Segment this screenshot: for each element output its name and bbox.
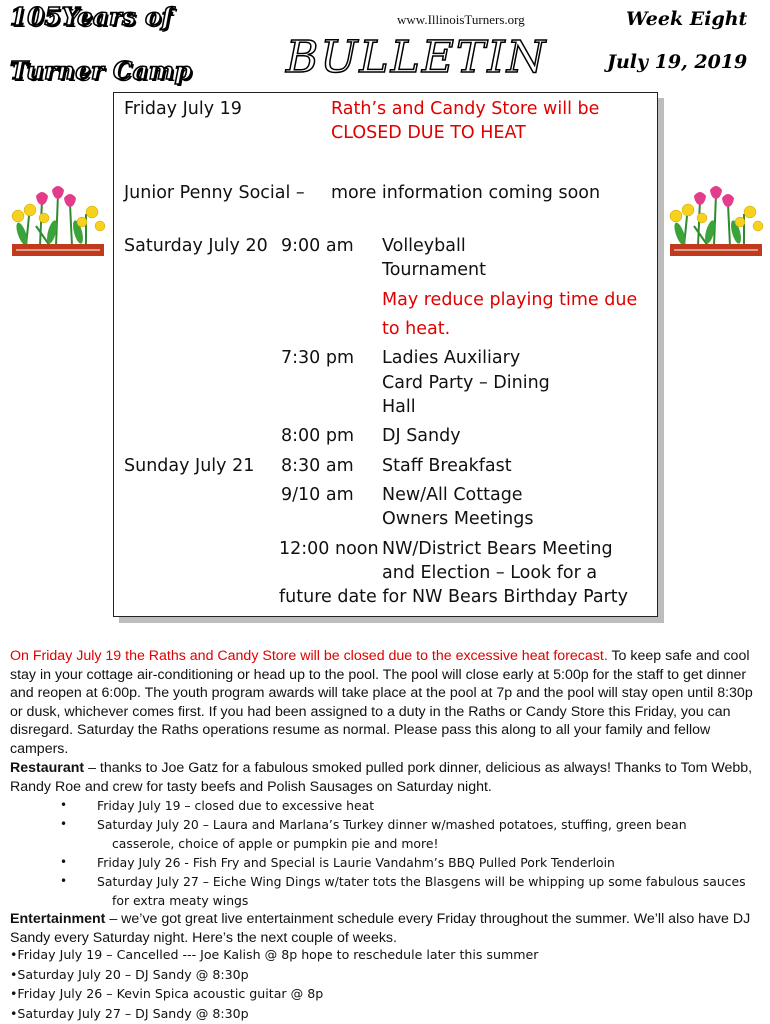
sunday-label: Sunday July 21 — [124, 456, 255, 476]
saturday-event-1a: Volleyball — [382, 236, 466, 256]
heat-notice-text: To keep safe and cool stay in your cottage air-conditioning or head up to the pool. The pool will close early at 5:00p for the staff to get dinner and reopen at 6:00p. The youth program awards will take place at the pool at 7p and the pool will stay open until 8:30p or dusk, whichever comes first. If you had been assigned to a duty in the Raths or Candy Store this Friday, you can disregard. Saturday the Raths operations resume as normal. Please pass this along to all your family and fellow campers. — [10, 648, 753, 757]
friday-notice-line1: Rath’s and Candy Store will be — [331, 99, 600, 119]
list-item: • Friday July 19 – closed due to excessive heat — [60, 798, 375, 813]
issue-date: July 19, 2019 — [607, 51, 748, 73]
saturday-event-2b: Card Party – Dining — [382, 373, 550, 393]
friday-label: Friday July 19 — [124, 99, 242, 119]
saturday-note-2: to heat. — [382, 319, 451, 339]
entertainment-list — [10, 945, 538, 1023]
sunday-time-3: 12:00 noon — [279, 539, 379, 559]
masthead-camp: Turner Camp — [10, 56, 192, 85]
sunday-event-3c: future date for NW Bears Birthday Party — [279, 587, 628, 607]
sunday-event-3b: and Election – Look for a — [382, 563, 598, 583]
list-item: • Friday July 26 - Fish Fry and Special is Laurie Vandahm’s BBQ Pulled Pork Tenderloin — [60, 855, 615, 870]
bullet-icon: • — [60, 874, 68, 888]
restaurant-paragraph — [10, 759, 762, 796]
saturday-event-2c: Hall — [382, 397, 416, 417]
penny-social-info: more information coming soon — [331, 183, 601, 203]
sunday-time-1: 8:30 am — [281, 456, 354, 476]
list-item-continuation: casserole, choice of apple or pumpkin pie and more! — [112, 836, 439, 851]
masthead-years: 105Years of — [10, 2, 173, 31]
list-item-continuation: for extra meaty wings — [112, 893, 249, 908]
tulip-flower-box-icon — [6, 186, 110, 258]
sunday-event-2b: Owners Meetings — [382, 509, 534, 529]
saturday-time-2: 7:30 pm — [281, 348, 355, 368]
saturday-event-1b: Tournament — [382, 260, 486, 280]
entertainment-paragraph — [10, 910, 762, 947]
sunday-time-2: 9/10 am — [281, 485, 354, 505]
saturday-time-1: 9:00 am — [281, 236, 354, 256]
list-item: •Friday July 26 – Kevin Spica acoustic guitar @ 8p — [10, 986, 324, 1001]
bullet-icon: • — [60, 798, 68, 812]
list-item: • Saturday July 27 – Eiche Wing Dings w/tater tots the Blasgens will be whipping up some fabulous sauces — [60, 874, 746, 889]
list-item: •Friday July 19 – Cancelled --- Joe Kalish @ 8p hope to reschedule later this summer — [10, 947, 539, 962]
sunday-event-2a: New/All Cottage — [382, 485, 523, 505]
saturday-time-3: 8:00 pm — [281, 426, 355, 446]
sunday-event-3a: NW/District Bears Meeting — [382, 539, 613, 559]
list-item: • Saturday July 20 – Laura and Marlana’s Turkey dinner w/mashed potatoes, stuffing, green bean — [60, 817, 687, 832]
website-url[interactable]: www.IllinoisTurners.org — [397, 12, 525, 27]
penny-social-label: Junior Penny Social – — [124, 183, 305, 203]
entertainment-heading: Entertainment — [10, 911, 106, 927]
sunday-event-1: Staff Breakfast — [382, 456, 512, 476]
friday-notice-line2: CLOSED DUE TO HEAT — [331, 123, 526, 143]
saturday-note-1: May reduce playing time due — [382, 290, 638, 310]
saturday-event-3: DJ Sandy — [382, 426, 461, 446]
restaurant-menu-list — [0, 796, 770, 910]
heat-notice-red: On Friday July 19 the Raths and Candy Store will be closed due to the excessive heat forecast. — [10, 648, 608, 664]
tulip-flower-box-icon — [664, 186, 768, 258]
restaurant-heading: Restaurant — [10, 760, 85, 776]
bulletin-title: BULLETIN — [286, 32, 548, 83]
saturday-label: Saturday July 20 — [124, 236, 268, 256]
bullet-icon: • — [60, 817, 68, 831]
bullet-icon: • — [60, 855, 68, 869]
week-label: Week Eight — [626, 8, 748, 30]
entertainment-text: – we’ve got great live entertainment schedule every Friday throughout the summer. We’ll also have DJ Sandy every Saturday night. Here’s the next couple of weeks. — [10, 911, 751, 946]
saturday-event-2a: Ladies Auxiliary — [382, 348, 521, 368]
list-item: •Saturday July 27 – DJ Sandy @ 8:30p — [10, 1005, 249, 1021]
list-item: •Saturday July 20 – DJ Sandy @ 8:30p — [10, 966, 249, 982]
heat-notice-paragraph — [10, 647, 762, 758]
restaurant-text: – thanks to Joe Gatz for a fabulous smoked pulled pork dinner, delicious as always! Thanks to Tom Webb, Randy Roe and crew for tasty beefs and Polish Sausages on Saturday night. — [10, 760, 753, 795]
